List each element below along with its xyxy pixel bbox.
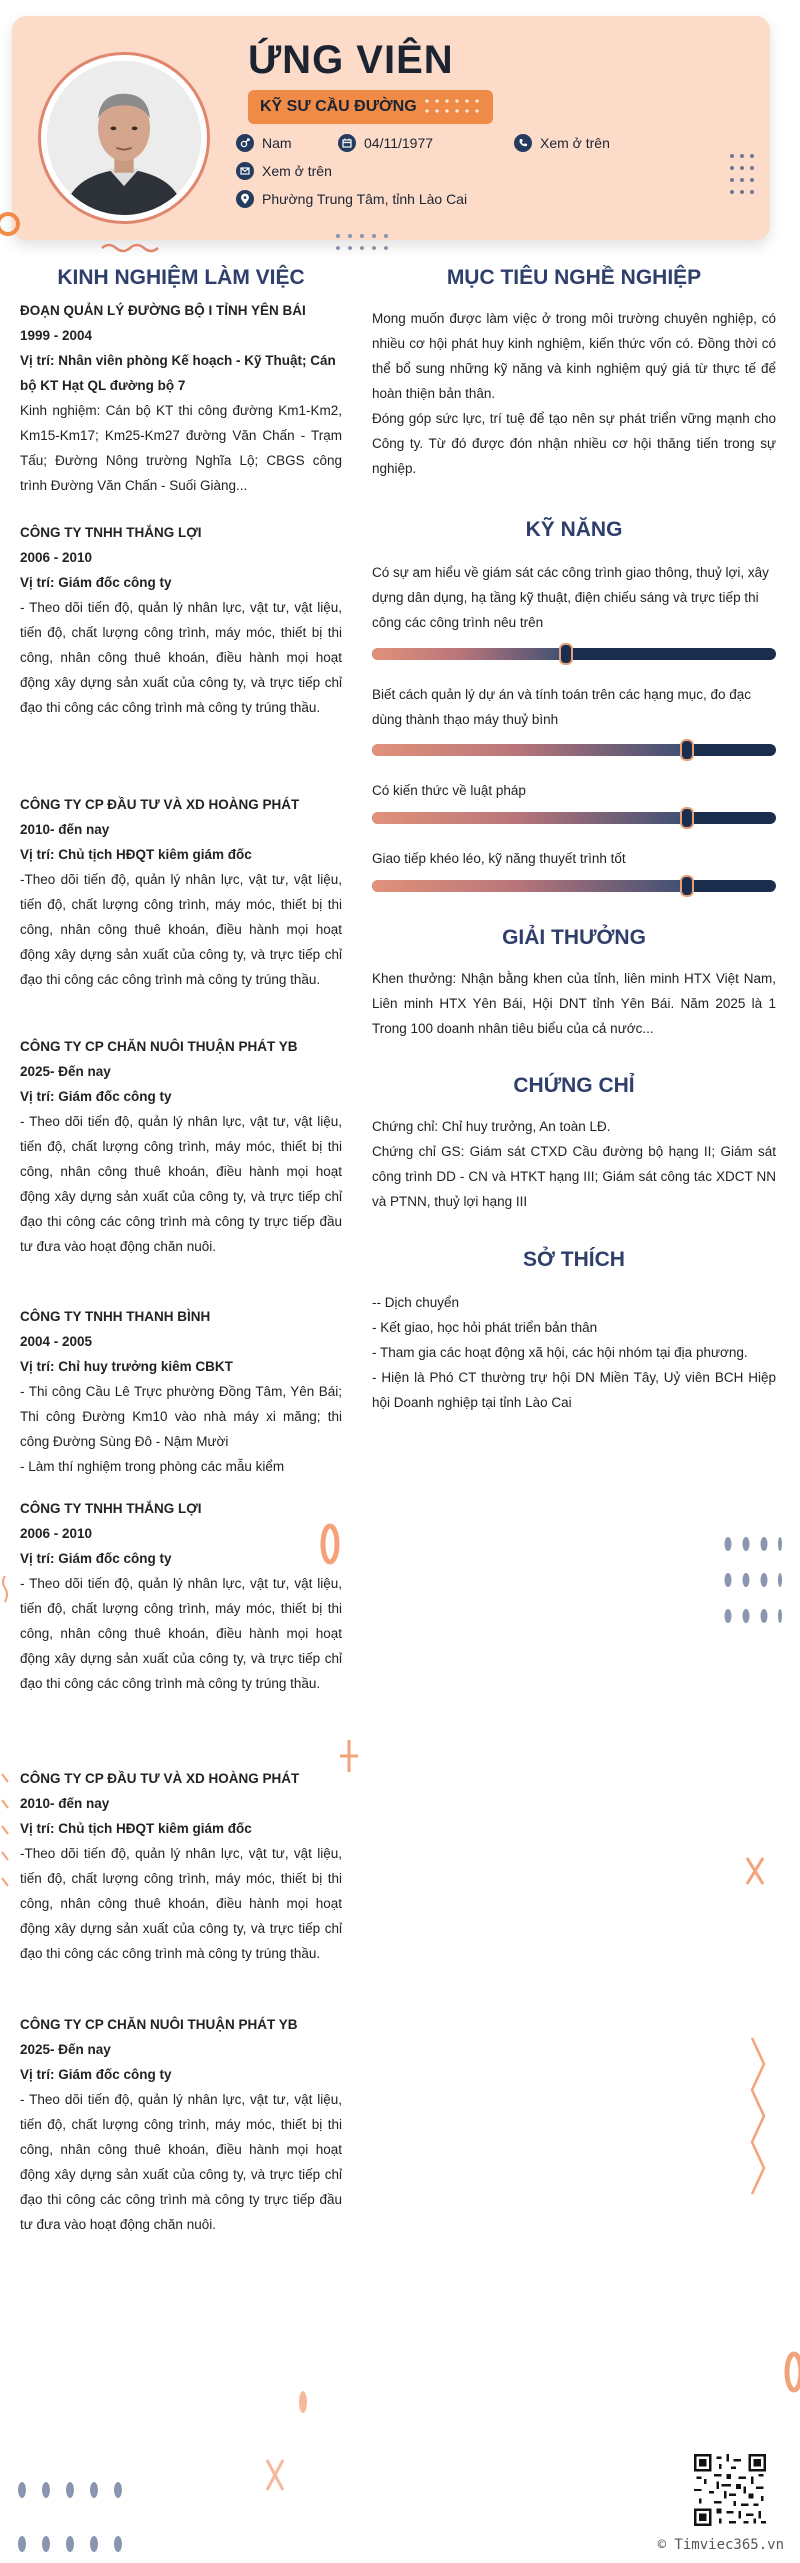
- email-value: Xem ở trên: [262, 163, 332, 179]
- drop-decoration-icon: [296, 2388, 310, 2416]
- profile-header: [12, 16, 770, 240]
- job-description: - Theo dõi tiến độ, quản lý nhân lực, vật tư, vật liệu, tiến độ, chất lượng công trình, máy móc, thiết bị thi công, nhân công thuê khoán, điều hành mọi hoạt động xây dựng sản xuất của công ty, và trực tiếp chỉ đạo thi công các công trình mà công ty trúng thầu.: [20, 1576, 342, 1691]
- birthday-row: [338, 134, 433, 152]
- avatar-frame: [38, 52, 210, 224]
- ring-decoration-icon: [318, 1520, 342, 1570]
- phone-value: Xem ở trên: [540, 135, 610, 151]
- job-role: Vị trí: Giám đốc công ty: [20, 1551, 172, 1566]
- avatar: [47, 61, 201, 215]
- job-description: Kinh nghiệm: Cán bộ KT thi công đường Km1-Km2, Km15-Km17; Km25-Km27 đường Văn Chấn - Trạm Tấu; Đường Nông trường Nghĩa Lộ; CBGS công trình Đường Văn Chấn - Suối Giàng...: [20, 403, 342, 493]
- job-company: CÔNG TY TNHH THANH BÌNH: [20, 1309, 211, 1324]
- section-title-skills: KỸ NĂNG: [525, 518, 623, 541]
- phone-icon: [514, 134, 532, 152]
- section-title-experience: KINH NGHIỆM LÀM VIỆC: [57, 266, 305, 289]
- job-entry: [20, 520, 342, 720]
- address-row: [236, 190, 467, 208]
- job-entry: [20, 792, 342, 992]
- job-company: CÔNG TY CP ĐẦU TƯ VÀ XD HOÀNG PHÁT: [20, 797, 300, 812]
- x-decoration-icon: [264, 2458, 286, 2492]
- certificate-line: Chứng chỉ GS: Giám sát CTXD Cầu đường bộ hạng II; Giám sát công trình DD - CN và HTKT hạng III; Giám sát công tác XDCT NN và PTNN, thuỷ lợi hạng III: [372, 1144, 776, 1209]
- qr-code-icon[interactable]: [694, 2454, 766, 2526]
- section-title-hobbies: SỞ THÍCH: [523, 1248, 625, 1271]
- dots-decoration-icon: [722, 1536, 782, 1630]
- watermark: © Timviec365.vn: [657, 2537, 784, 2553]
- job-company: CÔNG TY CP ĐẦU TƯ VÀ XD HOÀNG PHÁT: [20, 1771, 300, 1786]
- job-period: 2010- đến nay: [20, 1796, 110, 1811]
- certificate-line: Chứng chỉ: Chỉ huy trưởng, An toàn LĐ.: [372, 1119, 611, 1134]
- hobby-item: - Kết giao, học hỏi phát triển bản thân: [372, 1320, 598, 1335]
- skill-level-fill: [372, 744, 687, 756]
- skill-level-knob: [559, 643, 573, 665]
- calendar-icon: [338, 134, 356, 152]
- job-period: 2004 - 2005: [20, 1334, 93, 1349]
- job-description: -Theo dõi tiến độ, quản lý nhân lực, vật tư, vật liệu, tiến độ, chất lượng công trình, máy móc, thiết bị thi công, nhân công thuê khoán, điều hành mọi hoạt động xây dựng sản xuất của công ty, và trực tiếp chỉ đạo thi công các công trình mà công ty trúng thầu.: [20, 1846, 342, 1961]
- skill-label: Biết cách quản lý dự án và tính toán trên các hạng mục, đo đạc dùng thành thạo máy thuỷ bình: [372, 687, 752, 727]
- wave-decoration-icon: [100, 240, 160, 254]
- objective-paragraph: Đóng góp sức lực, trí tuệ để tạo nên sự phát triển vững mạnh cho Công ty. Từ đó được đón nhận nhiều cơ hội thăng tiến trong sự nghiệp.: [372, 411, 776, 476]
- job-description: - Theo dõi tiến độ, quản lý nhân lực, vật tư, vật liệu, tiến độ, chất lượng công trình, máy móc, thiết bị thi công, nhân công thuê khoán, điều hành mọi hoạt động xây dựng sản xuất của công ty, và trực tiếp chỉ đạo thi công các công trình mà công ty trúng thầu.: [20, 600, 342, 715]
- job-company: ĐOẠN QUẢN LÝ ĐƯỜNG BỘ I TỈNH YÊN BÁI: [20, 303, 306, 318]
- person-photo-icon: [47, 61, 201, 215]
- ring-decoration-icon: [0, 210, 34, 240]
- job-period: 2010- đến nay: [20, 822, 110, 837]
- job-entry: [20, 1496, 342, 1696]
- skill-level-fill: [372, 648, 566, 660]
- skill-level-bar: [372, 744, 776, 756]
- job-role: Vị trí: Nhân viên phòng Kế hoạch - Kỹ Thuật; Cán bộ KT Hạt QL đường bộ 7: [20, 353, 336, 393]
- job-description: - Theo dõi tiến độ, quản lý nhân lực, vật tư, vật liệu, tiến độ, chất lượng công trình, máy móc, thiết bị thi công, nhân công thuê khoán, điều hành mọi hoạt động xây dựng sản xuất của công ty, và trực tiếp chỉ đạo thi công các công trình mà công ty trực tiếp đầu tư đưa vào hoạt động chăn nuôi.: [20, 2092, 342, 2232]
- skill-level-knob: [680, 739, 694, 761]
- gender-row: [236, 134, 292, 152]
- job-description: -Theo dõi tiến độ, quản lý nhân lực, vật tư, vật liệu, tiến độ, chất lượng công trình, máy móc, thiết bị thi công, nhân công thuê khoán, điều hành mọi hoạt động xây dựng sản xuất của công ty, và trực tiếp chỉ đạo thi công các công trình mà công ty trúng thầu.: [20, 872, 342, 987]
- section-title-certificates: CHỨNG CHỈ: [513, 1074, 635, 1097]
- gender-icon: [236, 134, 254, 152]
- skill-level-knob: [680, 807, 694, 829]
- objective-paragraph: Mong muốn được làm việc ở trong môi trường chuyên nghiệp, có nhiều cơ hội phát huy kinh nghiệm, kiến thức vốn có. Đồng thời có thể bổ sung những kỹ năng và kinh nghiệm quý giá từ thực tế để hoàn thiện bản thân.: [372, 311, 776, 401]
- job-entry: [20, 298, 342, 498]
- ring-decoration-icon: [780, 2348, 800, 2398]
- awards-text: Khen thưởng: Nhận bằng khen của tỉnh, liên minh HTX Việt Nam, Liên minh HTX Yên Bái, Hội DNT tỉnh Yên Bái. Năm 2025 là 1 Trong 100 doanh nhân tiêu biểu của cả nước...: [372, 971, 776, 1036]
- dots-decoration-icon: [334, 232, 394, 262]
- job-role: Vị trí: Giám đốc công ty: [20, 2067, 172, 2082]
- address-value: Phường Trung Tâm, tỉnh Lào Cai: [262, 191, 468, 207]
- job-title: KỸ SƯ CẦU ĐƯỜNG: [260, 98, 417, 115]
- hobby-item: -- Dịch chuyển: [372, 1295, 460, 1310]
- location-icon: [236, 190, 254, 208]
- job-role: Vị trí: Chủ tịch HĐQT kiêm giám đốc: [20, 847, 252, 862]
- skill-level-bar: [372, 648, 776, 660]
- candidate-name: ỨNG VIÊN: [248, 38, 454, 82]
- job-title-badge: [248, 90, 493, 124]
- dots-decoration-icon: [728, 152, 758, 212]
- dash-decoration-icon: [0, 1770, 12, 2030]
- skill-label: Giao tiếp khéo léo, kỹ năng thuyết trình tốt: [372, 851, 626, 866]
- wave-decoration-icon: [0, 1574, 10, 1604]
- job-company: CÔNG TY CP CHĂN NUÔI THUẬN PHÁT YB: [20, 2017, 298, 2032]
- skill-level-fill: [372, 812, 687, 824]
- job-role: Vị trí: Giám đốc công ty: [20, 575, 172, 590]
- skill-level-bar: [372, 812, 776, 824]
- job-role: Vị trí: Chỉ huy trưởng kiêm CBKT: [20, 1359, 233, 1374]
- hobbies-list: [372, 1290, 776, 1415]
- job-period: 2025- Đến nay: [20, 1064, 111, 1079]
- skill-level-bar: [372, 880, 776, 892]
- email-row: [236, 162, 332, 180]
- plus-decoration-icon: [338, 1738, 360, 1774]
- zigzag-decoration-icon: [748, 2036, 768, 2196]
- job-entry: [20, 1304, 342, 1479]
- hobby-item: - Tham gia các hoạt động xã hội, các hội nhóm tại địa phương.: [372, 1345, 748, 1360]
- job-period: 2025- Đến nay: [20, 2042, 111, 2057]
- gender-value: Nam: [262, 135, 292, 151]
- job-company: CÔNG TY TNHH THẮNG LỢI: [20, 1501, 202, 1516]
- birthday-value: 04/11/1977: [364, 135, 434, 151]
- job-role: Vị trí: Giám đốc công ty: [20, 1089, 172, 1104]
- hobby-item: - Hiện là Phó CT thường trự hội DN Miền Tây, Uỷ viên BCH Hiệp hội Doanh nghiệp tại tỉnh Lào Cai: [372, 1370, 776, 1410]
- job-period: 2006 - 2010: [20, 1526, 93, 1541]
- job-period: 2006 - 2010: [20, 550, 93, 565]
- dots-pattern-icon: [423, 97, 483, 117]
- job-entry: [20, 2012, 342, 2237]
- job-company: CÔNG TY CP CHĂN NUÔI THUẬN PHÁT YB: [20, 1039, 298, 1054]
- job-role: Vị trí: Chủ tịch HĐQT kiêm giám đốc: [20, 1821, 252, 1836]
- job-company: CÔNG TY TNHH THẮNG LỢI: [20, 525, 202, 540]
- phone-row: [514, 134, 610, 152]
- job-entry: [20, 1766, 342, 1966]
- section-title-awards: GIẢI THƯỞNG: [502, 926, 646, 949]
- skill-level-knob: [680, 875, 694, 897]
- section-title-objective: MỤC TIÊU NGHỀ NGHIỆP: [446, 266, 702, 289]
- skill-label: Có sự am hiểu về giám sát các công trình giao thông, thuỷ lợi, xây dựng dân dụng, hạ tầng kỹ thuật, điện chiếu sáng và trực tiếp thi công các công trình nêu trên: [372, 565, 769, 630]
- job-period: 1999 - 2004: [20, 328, 93, 343]
- x-decoration-icon: [744, 1856, 766, 1886]
- email-icon: [236, 162, 254, 180]
- skill-label: Có kiến thức về luật pháp: [372, 783, 526, 798]
- job-entry: [20, 1034, 342, 1259]
- objective-text: [372, 306, 776, 481]
- dots-decoration-icon: [14, 2480, 134, 2560]
- job-description: - Thi công Cầu Lê Trực phường Đồng Tâm, Yên Bái; Thi công Đường Km10 vào nhà máy xi măng; thi công Đường Sùng Đô - Nậm Mười - Làm thí nghiệm trong phòng các mẫu kiểm: [20, 1384, 342, 1474]
- skill-level-fill: [372, 880, 687, 892]
- certificates-text: [372, 1114, 776, 1214]
- job-description: - Theo dõi tiến độ, quản lý nhân lực, vật tư, vật liệu, tiến độ, chất lượng công trình, máy móc, thiết bị thi công, nhân công thuê khoán, điều hành mọi hoạt động xây dựng sản xuất của công ty, và trực tiếp chỉ đạo thi công các công trình mà công ty trực tiếp đầu tư đưa vào hoạt động chăn nuôi.: [20, 1114, 342, 1254]
